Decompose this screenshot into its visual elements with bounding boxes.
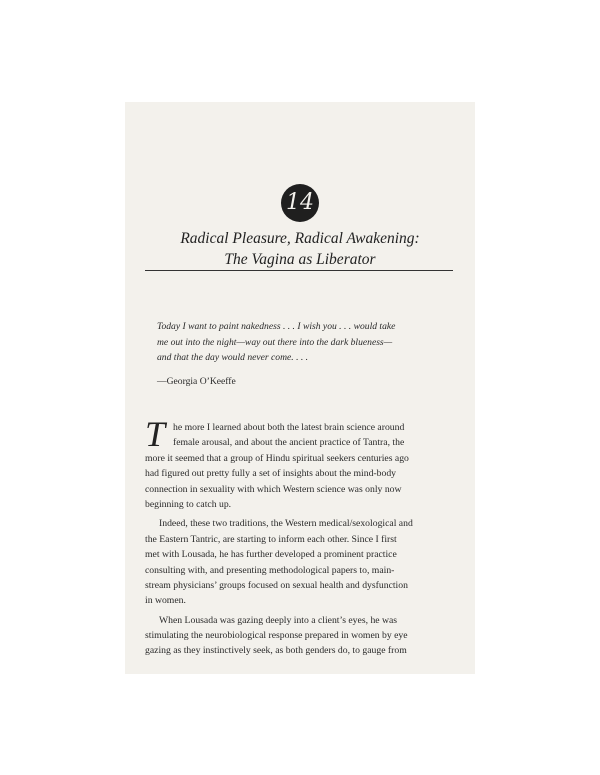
text-line: connection in sexuality with which Western science was only now: [145, 483, 402, 495]
text-line: stream physicians’ groups focused on sexual health and dysfunction: [145, 579, 408, 591]
drop-cap: T: [145, 414, 166, 454]
text-line: Indeed, these two traditions, the Western medical/sexological and: [159, 518, 413, 530]
text-line: stimulating the neurobiological response prepared in women by eye: [145, 630, 408, 642]
epigraph-line: me out into the night—way out there into the dark blueness—: [157, 336, 393, 348]
chapter-number: 14: [286, 190, 314, 215]
text-line: female arousal, and about the ancient practice of Tantra, the: [173, 437, 405, 449]
text-line: in women.: [145, 595, 186, 607]
paragraph-2: [145, 516, 457, 608]
text-line: the Eastern Tantric, are starting to inform each other. Since I first: [145, 533, 397, 545]
paragraph-1: [145, 414, 457, 512]
chapter-title-line-1: Radical Pleasure, Radical Awakening:: [180, 230, 420, 247]
chapter-title: [125, 228, 475, 270]
text-line: met with Lousada, he has further developed a prominent practice: [145, 549, 397, 561]
book-page: [125, 102, 475, 674]
text-line: beginning to catch up.: [145, 498, 232, 510]
epigraph-line: Today I want to paint nakedness . . . I wish you . . . would take: [157, 321, 396, 332]
text-line: he more I learned about both the latest brain science around: [173, 422, 405, 433]
title-rule-divider: [145, 270, 453, 271]
text-line: When Lousada was gazing deeply into a client’s eyes, he was: [159, 614, 398, 626]
epigraph-attribution: —Georgia O’Keeffe: [157, 376, 236, 387]
paragraph-3: [145, 613, 457, 659]
text-line: had figured out pretty fully a set of insights about the mind-body: [145, 468, 397, 480]
text-line: consulting with, and presenting methodological papers to, main-: [145, 564, 395, 576]
text-line: more it seemed that a group of Hindu spiritual seekers centuries ago: [145, 452, 409, 464]
epigraph-line: and that the day would never come. . . .: [157, 352, 309, 363]
text-line: gazing as they instinctively seek, as both genders do, to gauge from: [145, 645, 407, 657]
epigraph: [157, 319, 457, 366]
chapter-number-ornament: [281, 184, 319, 222]
chapter-title-line-2: The Vagina as Liberator: [224, 251, 376, 268]
body-text: [145, 414, 457, 659]
